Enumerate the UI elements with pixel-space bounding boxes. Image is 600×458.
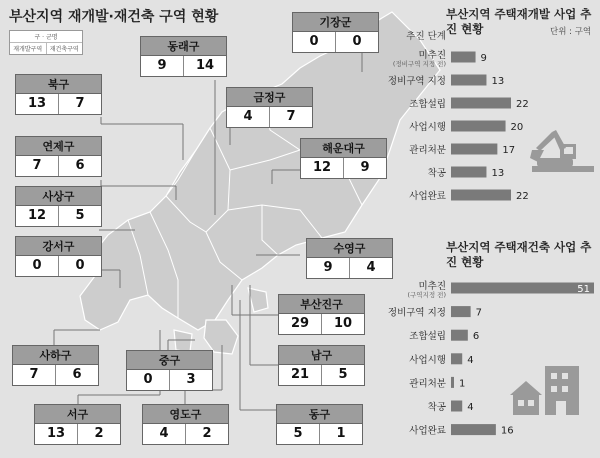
reconstruction-count: 2 [202,426,212,441]
district-name: 중구 [127,351,212,370]
district-name: 동래구 [141,37,226,56]
excavator-icon [530,130,594,172]
district-name: 해운대구 [301,139,386,158]
district-name: 기장군 [293,13,378,32]
category-label: 정비구역 지정 [387,76,446,87]
district-name: 북구 [16,75,101,94]
bar-5 [451,167,486,178]
redevelopment-count: 12 [301,158,344,178]
district-name: 서구 [35,405,120,424]
category-label: 미추진 [418,50,446,61]
redevelopment-count: 12 [16,206,59,226]
bar-0 [451,283,594,294]
category-label: 사업시행 [409,354,446,366]
reconstruction-count: 1 [336,426,346,441]
value-label: 22 [516,191,529,202]
category-label: 조합설립 [409,331,446,343]
reconstruction-count: 0 [75,258,85,273]
reconstruction-count: 6 [72,367,82,382]
category-label: 착공 [427,168,446,179]
redevelopment-count: 9 [141,56,184,76]
redevelopment-chart-title: 부산지역 주택재개발 사업 추진 현황 [446,7,592,36]
reconstruction-count: 2 [94,426,104,441]
category-label: 사업시행 [409,122,446,133]
category-label: 사업완료 [409,425,446,437]
district-name: 사하구 [13,346,98,365]
bar-1 [451,306,471,317]
district-name: 연제구 [16,137,101,156]
reconstruction-count: 7 [286,109,296,124]
district-name: 영도구 [143,405,228,424]
value-label: 4 [467,354,474,366]
bar-0 [451,52,476,63]
category-label: 관리처분 [409,378,446,390]
category-sub-label: (정비구역 지정 전) [392,60,446,68]
bar-6 [451,424,496,435]
value-label: 16 [500,425,514,437]
redevelopment-count: 4 [143,424,186,444]
reconstruction-count: 3 [186,372,196,387]
category-label: 관리처분 [409,145,446,156]
legend-district-label: 구 · 군명 [10,31,82,43]
category-label: 미추진 [418,281,446,292]
redevelopment-chart-unit: 단위 : 구역 [550,27,592,37]
value-label: 51 [577,284,590,295]
district-name: 남구 [279,346,364,365]
district-name: 강서구 [16,237,101,256]
bar-5 [451,401,462,412]
value-label: 9 [480,53,487,64]
bar-2 [451,330,468,341]
bar-3 [451,121,506,132]
value-label: 20 [510,122,524,133]
category-sub-label: (구역지정 전) [407,291,446,299]
reconstruction-count: 5 [338,367,348,382]
redevelopment-count: 4 [227,107,270,127]
reconstruction-count: 6 [75,158,85,173]
bar-4 [451,377,454,388]
redevelopment-count: 9 [307,258,350,278]
bar-3 [451,353,462,364]
building-icon [510,366,579,415]
bar-1 [451,75,486,86]
redevelopment-count: 29 [279,314,322,334]
value-label: 7 [475,307,483,319]
redevelopment-count: 0 [127,370,170,390]
reconstruction-chart-title: 부산지역 주택재건축 사업 추진 현황 [446,240,592,269]
redevelopment-count: 7 [16,156,59,176]
value-label: 22 [516,99,529,110]
redevelopment-count: 7 [13,365,56,385]
category-label: 사업완료 [409,191,446,202]
reconstruction-count: 10 [333,316,353,331]
district-name: 수영구 [307,239,392,258]
value-label: 13 [491,76,505,87]
reconstruction-count: 0 [352,34,362,49]
bar-2 [451,98,511,109]
redevelopment-chart-header: 추진 단계 [406,31,446,42]
category-label: 정비구역 지정 [387,307,446,319]
redevelopment-bar-chart [388,49,529,202]
legend-reconstruction-label: 재건축구역 [49,46,79,53]
reconstruction-count: 14 [195,58,215,73]
category-label: 조합설립 [409,99,446,110]
district-name: 금정구 [227,88,312,107]
redevelopment-count: 0 [16,256,59,276]
reconstruction-count: 5 [75,208,85,223]
value-label: 17 [502,145,516,156]
bar-6 [451,190,511,201]
map-title: 부산지역 재개발·재건축 구역 현황 [9,9,219,25]
value-label: 4 [467,402,474,413]
redevelopment-count: 5 [277,424,320,444]
redevelopment-count: 21 [279,365,322,385]
redevelopment-count: 0 [293,32,336,52]
district-name: 부산진구 [279,295,364,314]
bar-4 [451,144,497,155]
value-label: 13 [491,168,505,179]
category-label: 착공 [427,402,446,413]
reconstruction-count: 9 [360,160,370,175]
redevelopment-count: 13 [35,424,78,444]
redevelopment-count: 13 [16,94,59,114]
district-name: 사상구 [16,187,101,206]
value-label: 6 [472,331,480,343]
legend-redevelopment-label: 재개발구역 [10,43,47,54]
reconstruction-count: 7 [75,96,85,111]
reconstruction-count: 4 [366,260,376,275]
district-name: 동구 [277,405,362,424]
value-label: 1 [459,378,466,390]
